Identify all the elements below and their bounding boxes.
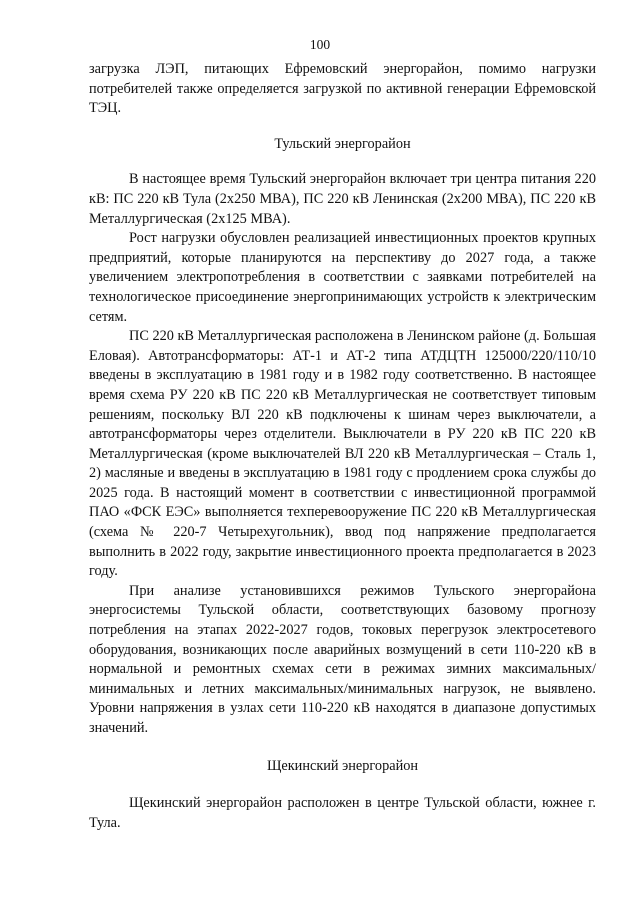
tula-paragraph-1: В настоящее время Тульский энергорайон включает три центра питания 220 кВ: ПС 220 кВ Тула (2х250 МВА), ПС 220 кВ Ленинская (2х200 МВА), ПС 220 кВ Металлургическая (2х125 МВА). xyxy=(89,171,596,227)
section-heading-tula: Тульский энергорайон xyxy=(274,135,411,152)
tula-paragraph-3: ПС 220 кВ Металлургическая расположена в Ленинском районе (д. Большая Еловая). Автотрансформаторы: АТ-1 и АТ-2 типа АТДЦТН 125000/220/110/10 введены в эксплуатацию в 1981 году и в 1982 году соответственно. В настоящее время схема РУ 220 кВ ПС 220 кВ Металлургическая не соответствует типовым решениям, поскольку ВЛ 220 кВ подключены к шинам через выключатели, а автотрансформаторы через отделители. Выключатели в РУ 220 кВ ПС 220 кВ Металлургическая (кроме выключателей ВЛ 220 кВ Металлургическая – Сталь 1, 2) масляные и введены в эксплуатацию в 1981 году с продлением срока службы до 2025 года. В настоящий момент в соответствии с инвестиционной программой ПАО «ФСК ЕЭС» выполняется техперевооружение ПС 220 кВ Металлургическая (схема № 220-7 Четырехугольник), ввод под напряжение предполагается выполнить в 2022 году, закрытие инвестиционного проекта предполагается в 2023 году. xyxy=(89,328,596,580)
shchekino-paragraph-1: Щекинский энергорайон расположен в центре Тульской области, южнее г. Тула. xyxy=(89,795,596,831)
page-number: 100 xyxy=(309,37,331,52)
tula-paragraph-2: Рост нагрузки обусловлен реализацией инвестиционных проектов крупных предприятий, которые планируются на перспективу до 2027 года, а также увеличением электропотребления в соответствии с заявками потребителей на технологическое присоединение энергопринимающих устройств к электрическим сетям. xyxy=(89,230,596,325)
page-body xyxy=(89,60,596,833)
tula-paragraph-4: При анализе установившихся режимов Тульского энергорайона энергосистемы Тульской области, соответствующих базовому прогнозу потребления на этапах 2022-2027 годов, токовых перегрузок электросетевого оборудования, возникающих после аварийных возмущений в сети 110-220 кВ в нормальной и ремонтных схемах сети в режимах зимних максимальных/минимальных и летних максимальных/минимальных нагрузок, не выявлено. Уровни напряжения в узлах сети 110-220 кВ находятся в диапазоне допустимых значений. xyxy=(89,582,596,736)
intro-paragraph: загрузка ЛЭП, питающих Ефремовский энергорайон, помимо нагрузки потребителей также определяется загрузкой по активной генерации Ефремовской ТЭЦ. xyxy=(89,61,596,117)
section-heading-shchekino: Щекинский энергорайон xyxy=(266,757,419,774)
